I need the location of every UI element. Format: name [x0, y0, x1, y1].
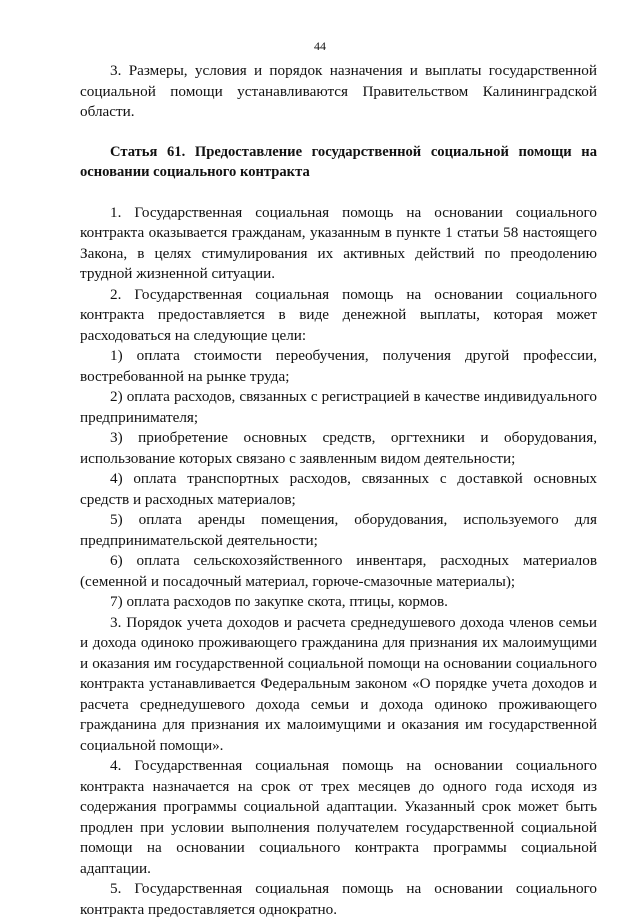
paragraph-3: 3. Порядок учета доходов и расчета среднедушевого дохода членов семьи и дохода одиноко проживающего гражданина для признания их малоимущими и оказания им государственной социальной помощи на основании социального контракта устанавливается Федеральным законом «О порядке учета доходов и расчета среднедушевого дохода семьи и дохода одиноко проживающего гражданина для признания их малоимущими и оказания им государственной социальной помощи». [80, 613, 597, 754]
paragraph-2: 2. Государственная социальная помощь на основании социального контракта предоставляется в виде денежной выплаты, которая может расходоваться на следующие цели: [80, 285, 597, 344]
intro-paragraph: 3. Размеры, условия и порядок назначения и выплаты государственной социальной помощи устанавливаются Правительством Калининградской области. [80, 62, 597, 120]
paragraph-4: 4. Государственная социальная помощь на основании социального контракта назначается на срок от трех месяцев до одного года исходя из содержания программы социальной адаптации. Указанный срок может быть продлен при условии выполнения получателем государственной социальной помощи на основании социального контракта программы социальной адаптации. [80, 757, 597, 877]
paragraph-5: 5. Государственная социальная помощь на основании социального контракта предоставляется однократно. [80, 880, 597, 918]
list-item-1: 1) оплата стоимости переобучения, получения другой профессии, востребованной на рынке труда; [80, 347, 597, 385]
article-heading: Статья 61. Предоставление государственной социальной помощи на основании социального контракта [80, 143, 597, 180]
list-item-5: 5) оплата аренды помещения, оборудования, используемого для предпринимательской деятельности; [80, 511, 597, 549]
list-item-3: 3) приобретение основных средств, оргтехники и оборудования, использование которых связано с заявленным видом деятельности; [80, 429, 597, 467]
page-content [80, 61, 597, 920]
list-item-7: 7) оплата расходов по закупке скота, птицы, кормов. [110, 593, 448, 610]
page-number: 44 [314, 39, 326, 53]
list-item-2: 2) оплата расходов, связанных с регистрацией в качестве индивидуального предпринимателя; [80, 388, 597, 426]
paragraph-1: 1. Государственная социальная помощь на основании социального контракта оказывается гражданам, указанным в пункте 1 статьи 58 настоящего Закона, в целях стимулирования их активных действий по преодолению трудной жизненной ситуации. [80, 203, 597, 282]
list-item-4: 4) оплата транспортных расходов, связанных с доставкой основных средств и расходных материалов; [80, 470, 597, 508]
list-item-6: 6) оплата сельскохозяйственного инвентаря, расходных материалов (семенной и посадочный материал, горюче-смазочные материалы); [80, 552, 597, 590]
